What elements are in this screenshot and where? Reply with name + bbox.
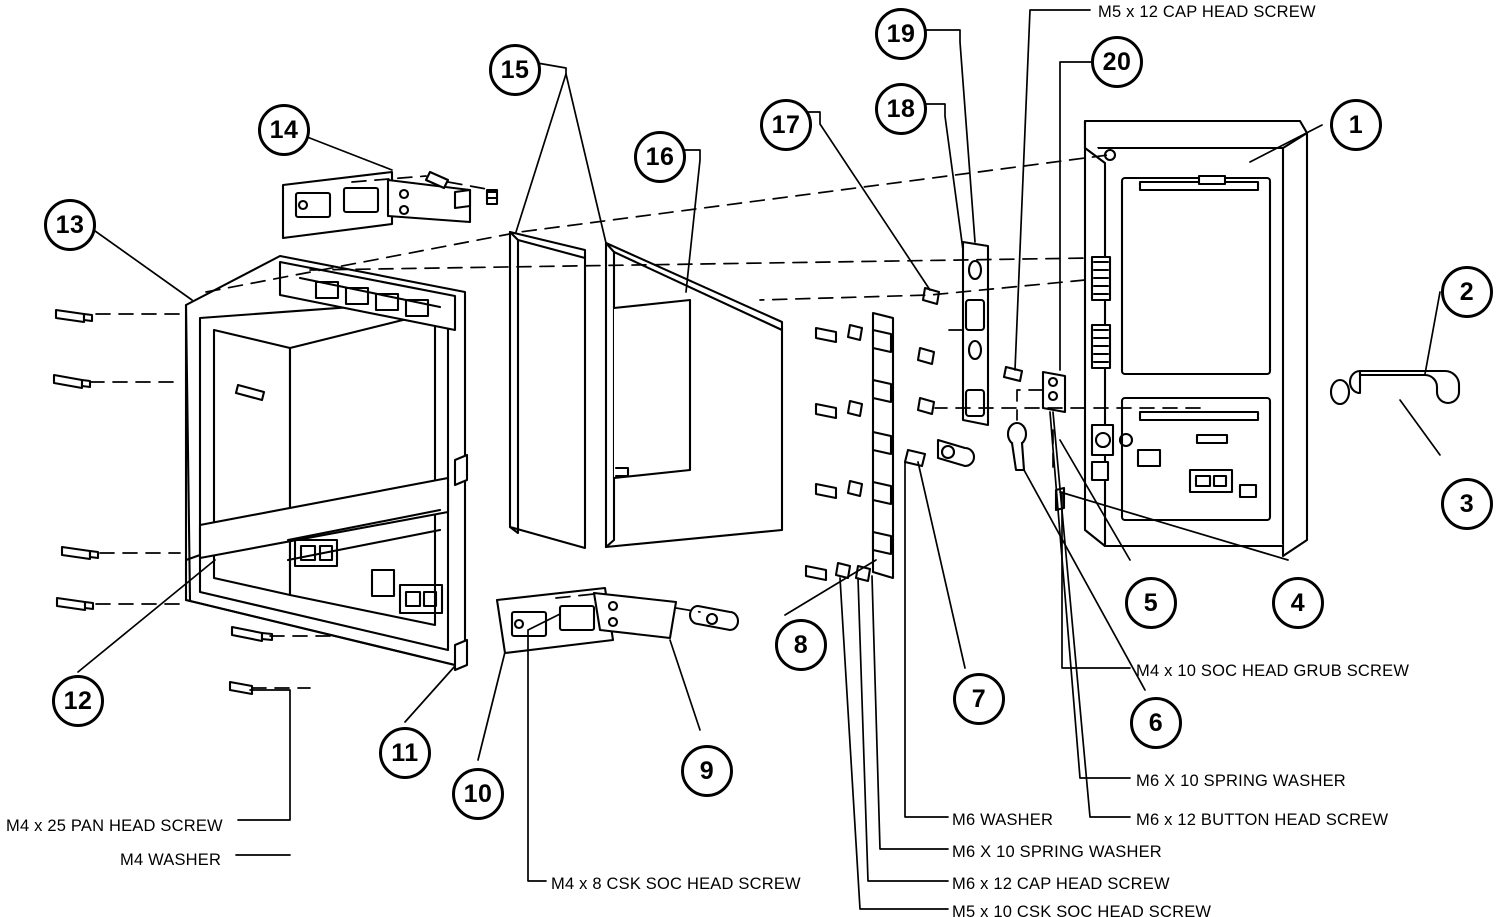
- callout-7[interactable]: 7: [953, 673, 1005, 725]
- callout-6[interactable]: 6: [1130, 697, 1182, 749]
- callout-18[interactable]: 18: [875, 83, 927, 135]
- part-bottom-brackets: [497, 588, 738, 653]
- note-m4x10-soc-head-grub: M4 x 10 SOC HEAD GRUB SCREW: [1136, 662, 1410, 680]
- callout-1[interactable]: 1: [1330, 99, 1382, 151]
- callout-14[interactable]: 14: [258, 104, 310, 156]
- note-m6x12-cap-head: M6 x 12 CAP HEAD SCREW: [952, 875, 1170, 893]
- part-glass-panels: [510, 232, 782, 548]
- note-m4-washer: M4 WASHER: [120, 851, 222, 869]
- part-vertical-strip: [873, 313, 893, 578]
- callout-5[interactable]: 5: [1125, 577, 1177, 629]
- callout-8[interactable]: 8: [775, 619, 827, 671]
- callout-9[interactable]: 9: [681, 745, 733, 797]
- note-m6x10-spring-washer-b: M6 X 10 SPRING WASHER: [952, 843, 1162, 861]
- callout-13[interactable]: 13: [44, 199, 96, 251]
- callout-17[interactable]: 17: [760, 99, 812, 151]
- note-m5x12-cap-head-screw: M5 x 12 CAP HEAD SCREW: [1098, 3, 1316, 21]
- callout-4[interactable]: 4: [1272, 577, 1324, 629]
- part-door-frame-outer: [1085, 121, 1307, 556]
- callout-11[interactable]: 11: [379, 727, 431, 779]
- part-loose-screws-center: [806, 288, 1022, 581]
- callout-19[interactable]: 19: [875, 8, 927, 60]
- callout-20[interactable]: 20: [1091, 36, 1143, 88]
- note-m6-washer: M6 WASHER: [952, 811, 1054, 829]
- callout-16[interactable]: 16: [634, 131, 686, 183]
- note-m6x10-spring-washer-a: M6 X 10 SPRING WASHER: [1136, 772, 1346, 790]
- callout-2[interactable]: 2: [1441, 266, 1493, 318]
- callout-3[interactable]: 3: [1441, 478, 1493, 530]
- callout-12[interactable]: 12: [52, 675, 104, 727]
- callout-10[interactable]: 10: [452, 768, 504, 820]
- part-small-hardware: [905, 423, 1064, 510]
- note-m4x8-csk-soc-head: M4 x 8 CSK SOC HEAD SCREW: [551, 875, 801, 893]
- note-m5x10-csk-soc-head: M5 x 10 CSK SOC HEAD SCREW: [952, 903, 1212, 917]
- note-m6x12-button-head: M6 x 12 BUTTON HEAD SCREW: [1136, 811, 1389, 829]
- note-m4x25-pan-head: M4 x 25 PAN HEAD SCREW: [6, 817, 223, 835]
- callout-15[interactable]: 15: [489, 44, 541, 96]
- part-hinge-bars: [963, 242, 1065, 425]
- part-inner-door-panel: [186, 256, 467, 670]
- part-handle: [1331, 371, 1459, 404]
